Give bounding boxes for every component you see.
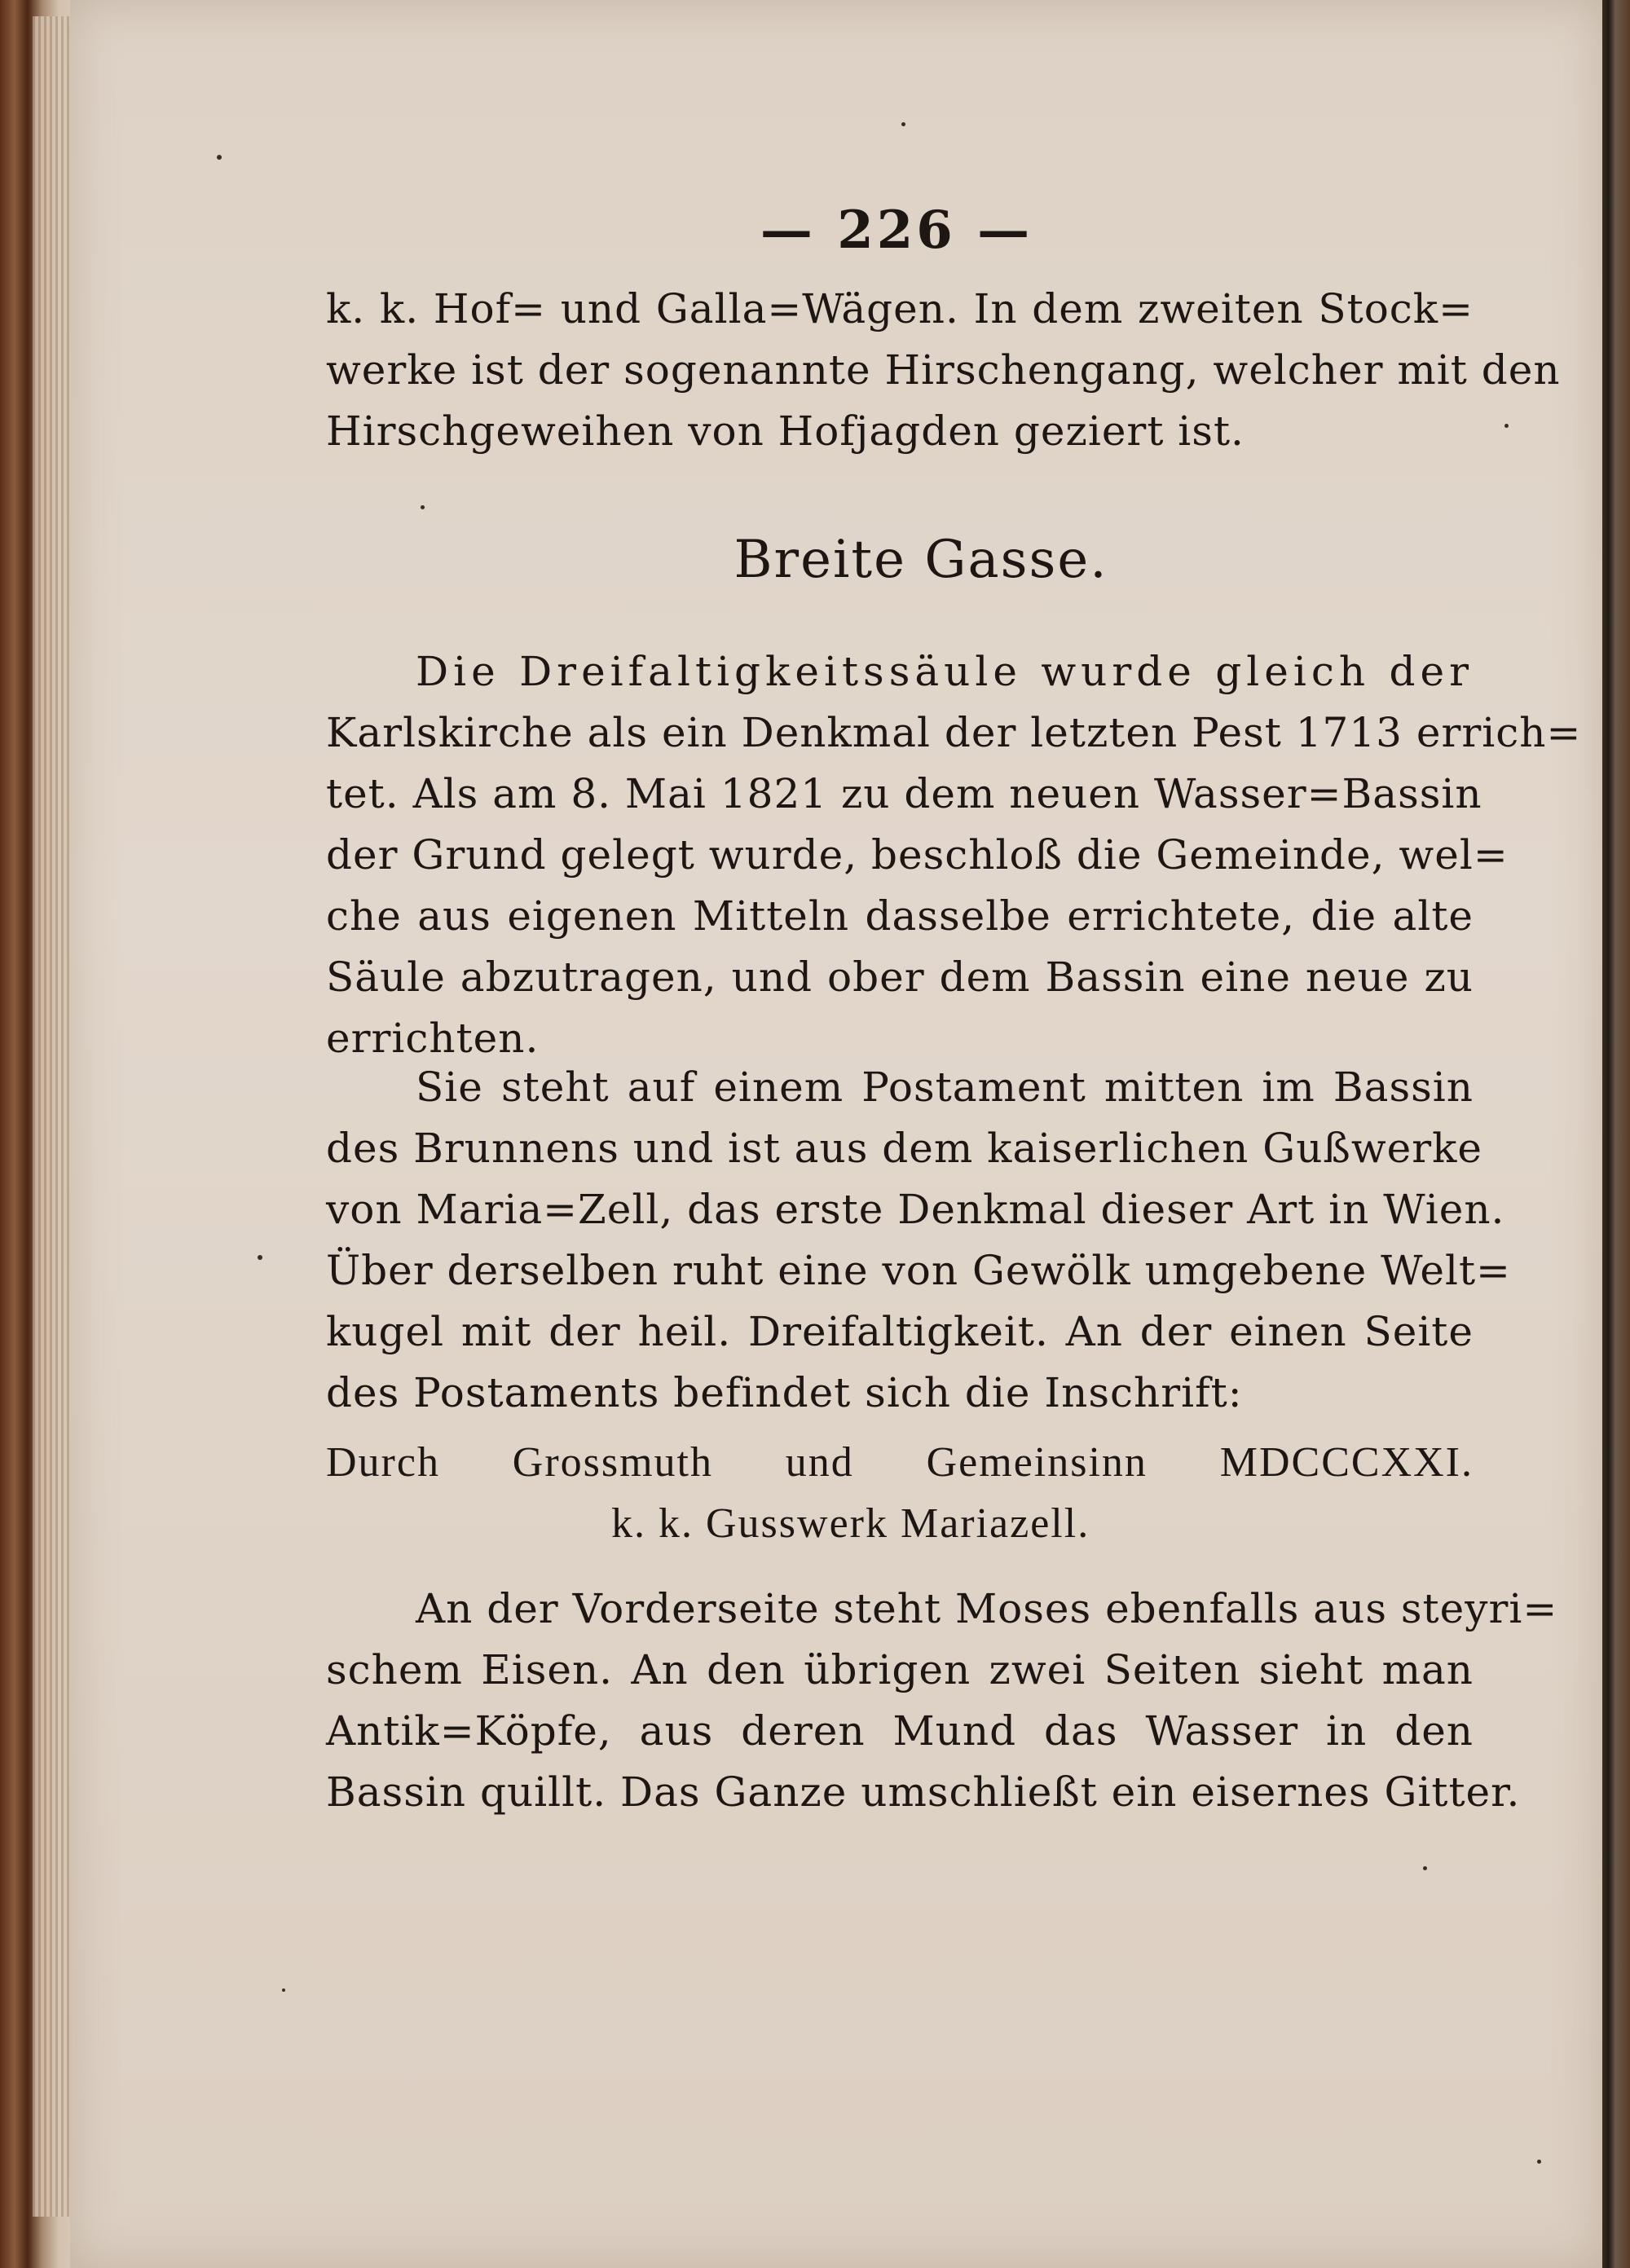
text-line: che aus eigenen Mitteln dasselbe errichtete, die alte [326,892,1474,940]
text-line: von Maria=Zell, das erste Denkmal dieser Art in Wien. [326,1186,1505,1233]
text-line: errichten. [326,1015,540,1062]
section-heading: Breite Gasse. [734,530,1108,590]
text-line: Sie steht auf einem Postament mitten im Bassin [416,1064,1474,1111]
inscription-line: Durch Grossmuth und Gemeinsinn MDCCCXXI. [326,1439,1474,1486]
text-line: werke ist der sogenannte Hirschengang, welcher mit den [326,346,1561,394]
text-line: der Grund gelegt wurde, beschloß die Gemeinde, wel= [326,831,1509,879]
text-line: k. k. Hof= und Galla=Wägen. In dem zweiten Stock= [326,285,1474,332]
text-line: Über derselben ruht eine von Gewölk umgebene Welt= [326,1247,1511,1294]
page-number: — 226 — [760,200,1033,261]
text-line: Säule abzutragen, und ober dem Bassin eine neue zu [326,953,1474,1001]
text-line: des Brunnens und ist aus dem kaiserlichen Gußwerke [326,1125,1482,1172]
text-line: Karlskirche als ein Denkmal der letzten Pest 1713 errich= [326,709,1582,756]
inscription-line: k. k. Gusswerk Mariazell. [611,1500,1090,1547]
text-line: schem Eisen. An den übrigen zwei Seiten sieht man [326,1646,1474,1693]
text-line: des Postaments befindet sich die Inschrift: [326,1369,1243,1416]
text-line: Die Dreifaltigkeitssäule wurde gleich der [416,648,1474,695]
text-line: Hirschgeweihen von Hofjagden geziert ist. [326,407,1245,455]
text-line: Bassin quillt. Das Ganze umschließt ein eisernes Gitter. [326,1768,1521,1816]
text-line: tet. Als am 8. Mai 1821 zu dem neuen Wasser=Bassin [326,770,1482,817]
text-line: Antik=Köpfe, aus deren Mund das Wasser in den [326,1707,1474,1755]
page-stack-left [33,16,72,2217]
text-line: kugel mit der heil. Dreifaltigkeit. An der einen Seite [326,1308,1474,1355]
text-line: An der Vorderseite steht Moses ebenfalls aus steyri= [416,1585,1558,1632]
page-stack-right [1602,0,1630,2268]
